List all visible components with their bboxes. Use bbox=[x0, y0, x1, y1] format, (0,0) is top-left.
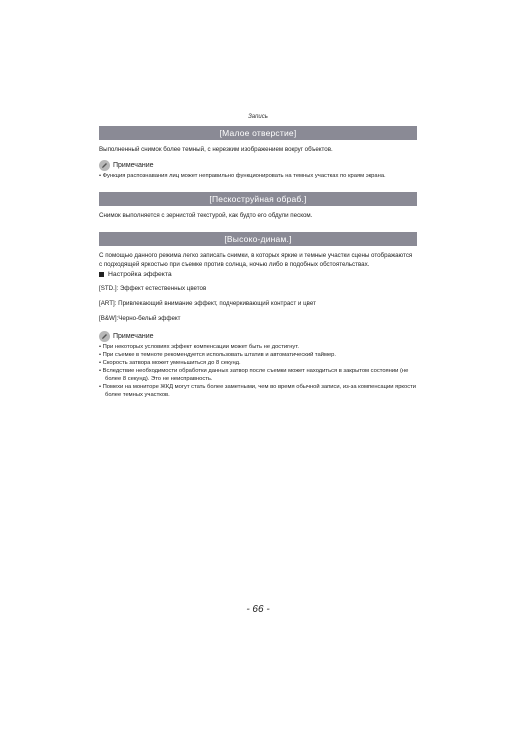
section-title-sand-blast: [Пескоструйная обраб.] bbox=[99, 192, 417, 206]
note-item: • Вследствие необходимости обработки данных затвор после съемки может находиться в закрытом состоянии (не более 8 секунд). Это не неисправность. bbox=[99, 368, 409, 382]
effect-bw: [B&W]:Черно-белый эффект bbox=[99, 315, 181, 322]
note-item: • При некоторых условиях эффект компенсации может быть не достигнут. bbox=[99, 344, 299, 350]
note-list bbox=[99, 343, 417, 399]
page-content bbox=[99, 126, 417, 399]
section-text-high-dynamic: С помощью данного режима легко записать снимки, в которых яркие и темные участки сцены отображаются с подходящей яркостью при съемке против солнца, ночью либо в подобных обстоятельствах. bbox=[99, 252, 413, 268]
note-heading bbox=[99, 160, 417, 171]
effect-art: [ART]: Привлекающий внимание эффект, подчеркивающий контраст и цвет bbox=[99, 300, 316, 307]
page-number: - 66 - bbox=[246, 604, 270, 615]
note-item: • Помехи на мониторе ЖКД могут стать более заметными, чем во время обычной записи, из-за компенсации яркости более темных участков. bbox=[99, 384, 417, 398]
section-title-small-aperture: [Малое отверстие] bbox=[99, 126, 417, 140]
note-list bbox=[99, 172, 417, 180]
section-text-small-aperture: Выполненный снимок более темный, с нерезким изображением вокруг объектов. bbox=[99, 146, 333, 153]
square-bullet-icon bbox=[99, 272, 104, 277]
effect-std: [STD.]: Эффект естественных цветов bbox=[99, 285, 207, 292]
note-item: • При съемке в темноте рекомендуется использовать штатив и автоматический таймер. bbox=[99, 352, 337, 358]
note-heading bbox=[99, 331, 417, 342]
effect-settings-heading bbox=[99, 271, 417, 278]
effect-settings-label: Настройка эффекта bbox=[108, 271, 172, 278]
note-pencil-icon bbox=[99, 331, 110, 342]
section-title-high-dynamic: [Высоко-динам.] bbox=[99, 232, 417, 246]
note-item: • Функция распознавания лиц может неправильно функционировать на темных участках по краям экрана. bbox=[99, 173, 386, 179]
note-item: • Скорость затвора может уменьшиться до 8 секунд. bbox=[99, 360, 241, 366]
note-label: Примечание bbox=[113, 162, 154, 169]
note-pencil-icon bbox=[99, 160, 110, 171]
page-header: Запись bbox=[248, 114, 268, 120]
note-label: Примечание bbox=[113, 333, 154, 340]
section-text-sand-blast: Снимок выполняется с зернистой текстурой, как будто его обдули песком. bbox=[99, 212, 313, 219]
